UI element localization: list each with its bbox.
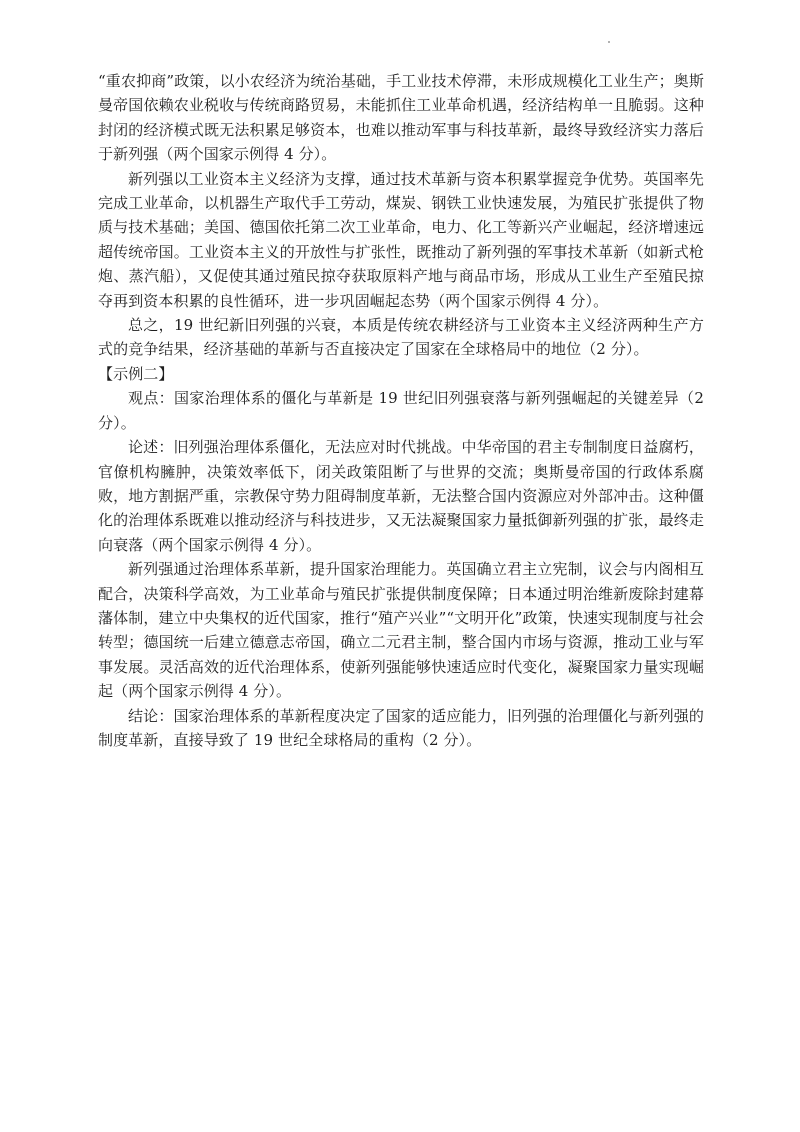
document-body [98, 69, 704, 752]
page-speck [608, 41, 610, 43]
paragraph-summary-one: 总之，19 世纪新旧列强的兴衰，本质是传统农耕经济与工业资本主义经济两种生产方式的竞争结果，经济基础的革新与否直接决定了国家在全球格局中的地位（2 分）。 [98, 316, 704, 359]
example-two-heading: 【示例二】 [98, 364, 174, 383]
paragraph-new-powers-governance: 新列强通过治理体系革新，提升国家治理能力。英国确立君主立宪制，议会与内阁相互配合，决策科学高效，为工业革命与殖民扩张提供制度保障；日本通过明治维新废除封建幕藩体制，建立中央集权的近代国家，推行“殖产兴业”“文明开化”政策，快速实现制度与社会转型；德国统一后建立德意志帝国，确立二元君主制，整合国内市场与资源，推动工业与军事发展。灵活高效的近代治理体系，使新列强能够快速适应时代变化，凝聚国家力量实现崛起（两个国家示例得 4 分）。 [98, 560, 704, 701]
paragraph-conclusion: 结论：国家治理体系的革新程度决定了国家的适应能力，旧列强的治理僵化与新列强的制度革新，直接导致了 19 世纪全球格局的重构（2 分）。 [98, 706, 704, 749]
paragraph-viewpoint: 观点：国家治理体系的僵化与革新是 19 世纪旧列强衰落与新列强崛起的关键差异（2 分）。 [98, 389, 704, 432]
paragraph-argument: 论述：旧列强治理体系僵化，无法应对时代挑战。中华帝国的君主专制制度日益腐朽，官僚机构臃肿，决策效率低下，闭关政策阻断了与世界的交流；奥斯曼帝国的行政体系腐败，地方割据严重，宗教保守势力阻碍制度革新，无法整合国内资源应对外部冲击。这种僵化的治理体系既难以推动经济与科技进步，又无法凝聚国家力量抵御新列强的扩张，最终走向衰落（两个国家示例得 4 分）。 [98, 438, 704, 554]
paragraph-old-powers-economy: “重农抑商”政策，以小农经济为统治基础，手工业技术停滞，未形成规模化工业生产；奥斯曼帝国依赖农业税收与传统商路贸易，未能抓住工业革命机遇，经济结构单一且脆弱。这种封闭的经济模式既无法积累足够资本，也难以推动军事与科技革新，最终导致经济实力落后于新列强（两个国家示例得 4 分）。 [98, 72, 704, 164]
paragraph-new-powers-economy: 新列强以工业资本主义经济为支撑，通过技术革新与资本积累掌握竞争优势。英国率先完成工业革命，以机器生产取代手工劳动，煤炭、钢铁工业快速发展，为殖民扩张提供了物质与技术基础；美国、德国依托第二次工业革命，电力、化工等新兴产业崛起，经济增速远超传统帝国。工业资本主义的开放性与扩张性，既推动了新列强的军事技术革新（如新式枪炮、蒸汽船），又促使其通过殖民掠夺获取原料产地与商品市场，形成从工业生产至殖民掠夺再到资本积累的良性循环，进一步巩固崛起态势（两个国家示例得 4 分）。 [98, 169, 704, 310]
